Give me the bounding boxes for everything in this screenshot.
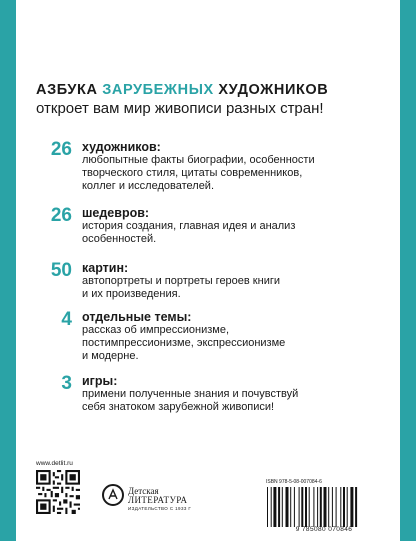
feature-line: история создания, главная идея и анализ xyxy=(82,220,296,232)
publisher-name-line1: Детская xyxy=(128,486,159,496)
feature-line: постимпрессионизме, экспрессионизме xyxy=(82,337,286,349)
feature-line: себя знатоком зарубежной живописи! xyxy=(82,401,275,413)
feature-line: творческого стиля, цитаты современников, xyxy=(82,167,303,179)
feature-line: и их произведения. xyxy=(82,288,181,300)
publisher-tagline: ИЗДАТЕЛЬСТВО С 1933 Г xyxy=(128,506,192,511)
feature-title: картин: xyxy=(82,261,129,275)
feature-number: 50 xyxy=(50,260,72,281)
subheadline: откроет вам мир живописи разных стран! xyxy=(36,100,324,117)
publisher-url[interactable]: www.detlit.ru xyxy=(36,460,73,467)
feature-line: особенностей. xyxy=(82,233,157,245)
feature-number: 3 xyxy=(61,373,72,394)
feature-line: любопытные факты биографии, особенности xyxy=(82,154,315,166)
headline-accent: ЗАРУБЕЖНЫХ xyxy=(102,82,214,98)
feature-number: 26 xyxy=(50,205,72,226)
qr-code xyxy=(36,470,80,514)
headline-part2: ХУДОЖНИКОВ xyxy=(213,82,329,98)
feature-line: коллег и исследователей. xyxy=(82,180,215,192)
feature-line: и модерне. xyxy=(82,350,139,362)
feature-title: игры: xyxy=(82,374,118,388)
publisher-name-line2: ЛИТЕРАТУРА xyxy=(128,495,188,505)
isbn-label: ISBN 978-5-08-007084-6 xyxy=(266,479,322,485)
feature-line: автопортреты и портреты героев книги xyxy=(82,275,280,287)
feature-number: 4 xyxy=(61,309,72,330)
feature-title: художников: xyxy=(82,140,161,154)
feature-title: шедевров: xyxy=(82,206,150,220)
feature-number: 26 xyxy=(50,139,72,160)
barcode xyxy=(266,487,382,527)
headline-part1: АЗБУКА xyxy=(36,82,103,98)
barcode-digits: 9 785080 070846 xyxy=(295,526,353,533)
feature-line: рассказ об импрессионизме, xyxy=(82,324,230,336)
feature-line: примени полученные знания и почувствуй xyxy=(82,388,299,400)
back-cover-footer xyxy=(36,460,386,535)
publisher-logo-icon xyxy=(102,484,124,506)
headline xyxy=(36,82,396,98)
feature-title: отдельные темы: xyxy=(82,310,192,324)
